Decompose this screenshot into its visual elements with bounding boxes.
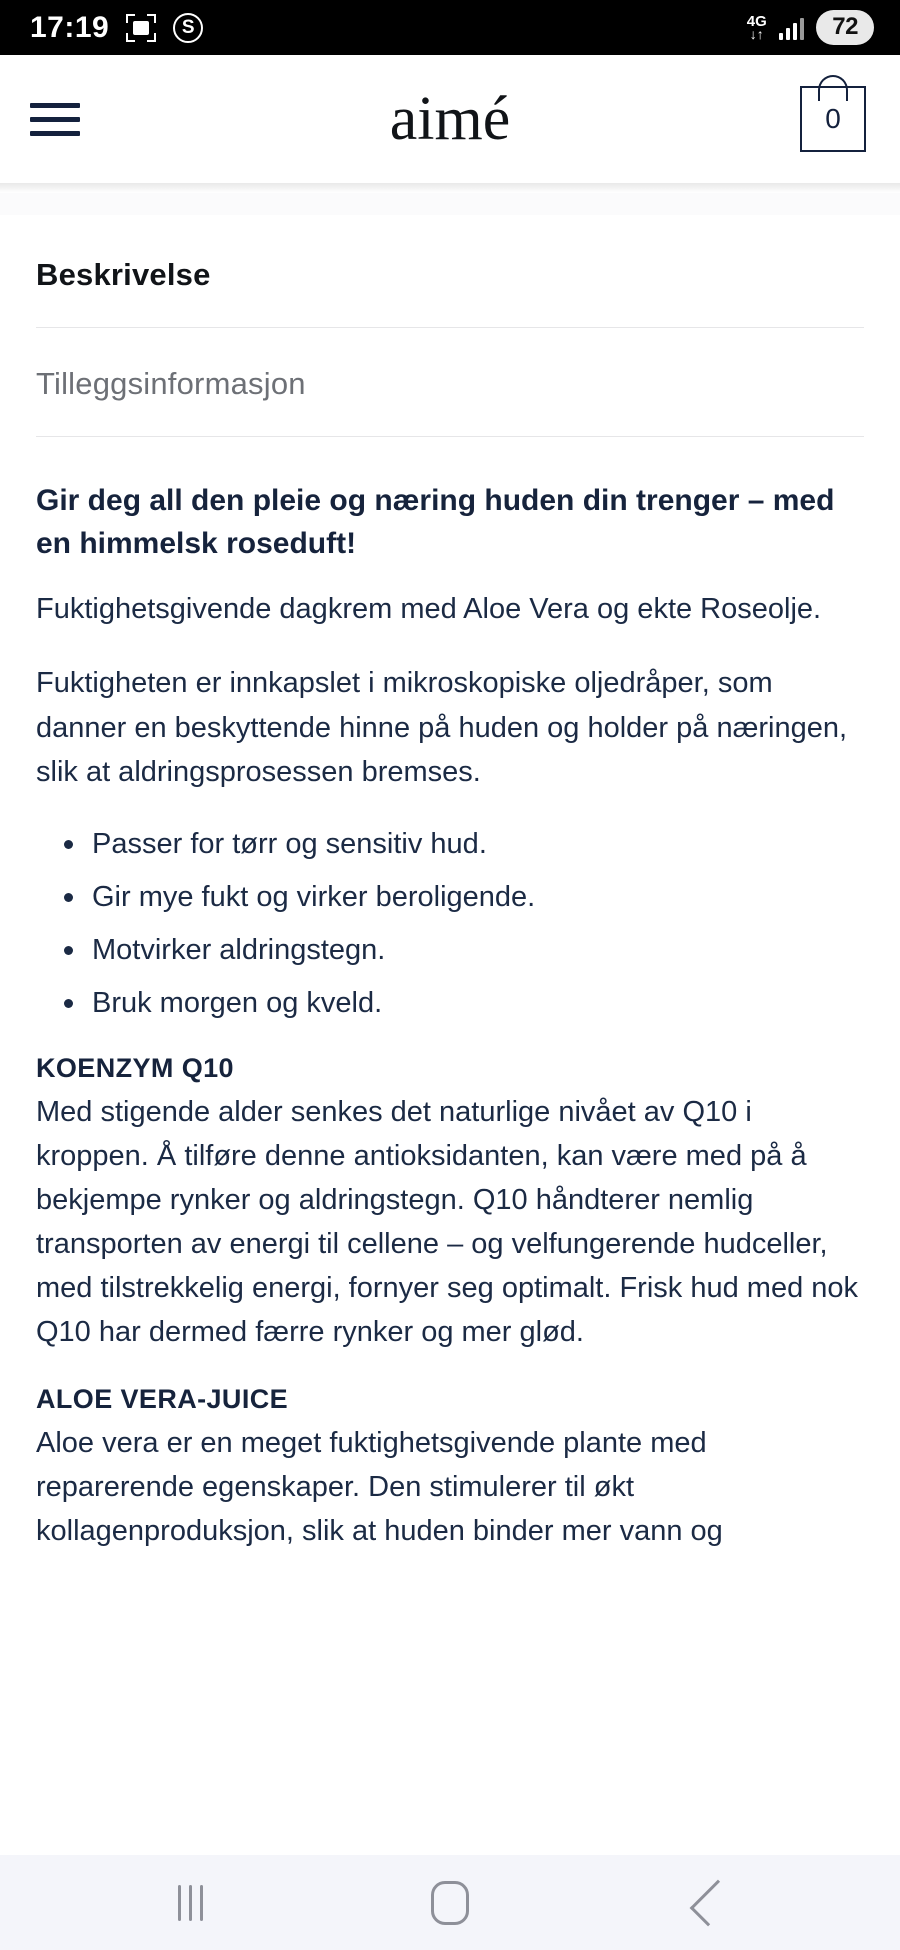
recents-icon <box>178 1885 203 1921</box>
section-body-aloe-vera-juice: Aloe vera er en meget fuktighetsgivende plante med reparerende egenskaper. Den stimulerer til økt kollagenproduksjon, slik at huden binder mer vann og <box>36 1427 723 1548</box>
description-heading: Gir deg all den pleie og næring huden din trenger – med en himmelsk roseduft! <box>36 484 835 561</box>
home-button[interactable] <box>365 1855 535 1950</box>
hamburger-menu-icon[interactable] <box>30 103 80 136</box>
section-title-aloe-vera-juice: ALOE VERA-JUICE <box>36 1384 289 1415</box>
list-item: Passer for tørr og sensitiv hud. <box>58 824 864 864</box>
status-bar-left <box>30 10 203 44</box>
list-item: Gir mye fukt og virker beroligende. <box>58 877 864 917</box>
description-intro: Fuktighetsgivende dagkrem med Aloe Vera og ekte Roseolje. <box>36 593 822 626</box>
signal-bars-icon <box>779 16 805 40</box>
shopping-bag-icon <box>818 75 848 101</box>
brand-logo[interactable]: aimé <box>389 85 511 153</box>
home-icon <box>431 1881 469 1925</box>
site-header <box>0 55 900 183</box>
description-paragraph-2: Fuktigheten er innkapslet i mikroskopiske oljedråper, som danner en beskyttende hinne på huden og holder på næringen, slik at aldringsprosessen bremses. <box>36 667 848 788</box>
back-button[interactable] <box>625 1855 795 1950</box>
accordion-item-tilleggsinformasjon[interactable] <box>36 328 864 437</box>
accordion-title-beskrivelse: Beskrivelse <box>36 257 211 292</box>
header-shadow <box>0 183 900 193</box>
back-icon <box>690 1879 737 1926</box>
cart-button[interactable] <box>800 86 866 152</box>
network-type-icon <box>747 14 767 41</box>
network-type-label: 4G <box>746 13 767 30</box>
section-body-koenzym-q10: Med stigende alder senkes det naturlige nivået av Q10 i kroppen. Å tilføre denne antioksidanten, kan være med på å bekjempe rynker og aldringstegn. Q10 håndterer nemlig transporten av energi til cellene – og velfungerende hudceller, med tilstrekkelig energi, fornyer seg optimalt. Frisk hud med nok Q10 har dermed færre rynker og mer glød. <box>36 1095 859 1349</box>
recents-button[interactable] <box>105 1855 275 1950</box>
data-arrows-label: ↓↑ <box>749 26 764 42</box>
screenshot-icon <box>126 14 156 42</box>
cart-count-badge: 0 <box>822 105 844 133</box>
section-title-koenzym-q10: KOENZYM Q10 <box>36 1052 234 1083</box>
header-spacer <box>0 193 900 215</box>
android-nav-bar <box>0 1855 900 1950</box>
status-time: 17:19 <box>30 10 110 44</box>
status-bar <box>0 0 900 55</box>
list-item: Bruk morgen og kveld. <box>58 983 864 1023</box>
accordion-item-beskrivelse[interactable] <box>36 215 864 328</box>
description-body <box>36 437 864 1553</box>
status-bar-right <box>747 10 874 45</box>
accordion-title-tilleggsinformasjon: Tilleggsinformasjon <box>36 366 306 401</box>
list-item: Motvirker aldringstegn. <box>58 930 864 970</box>
feature-list <box>36 824 864 1023</box>
shazam-icon: S <box>173 13 203 43</box>
battery-indicator: 72 <box>816 10 874 45</box>
product-description-panel <box>0 215 900 1553</box>
